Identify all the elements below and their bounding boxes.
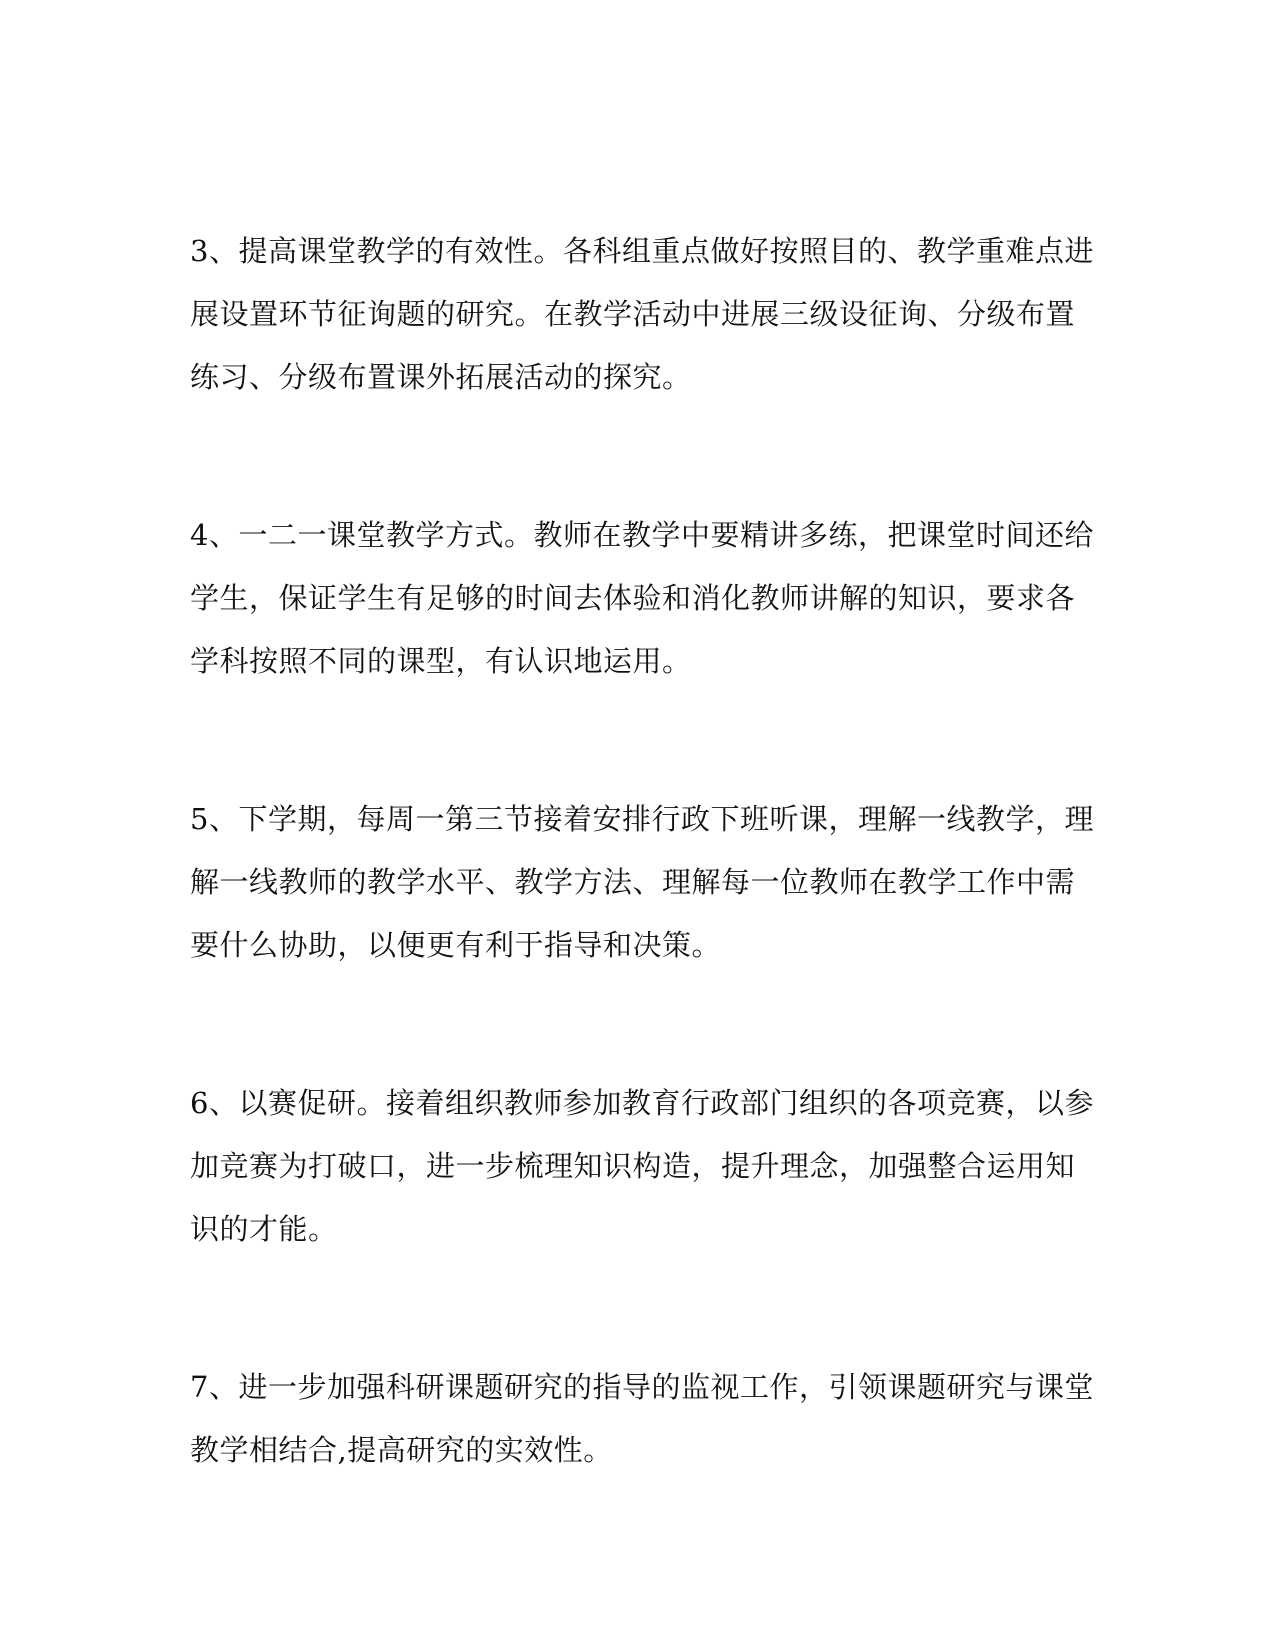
- paragraph-line: 学生，保证学生有足够的时间去体验和消化教师讲解的知识，要求各: [190, 581, 1076, 615]
- paragraph-line: 练习、分级布置课外拓展活动的探究。: [190, 360, 692, 394]
- paragraph-line: 7、进一步加强科研课题研究的指导的监视工作，引领课题研究与课堂: [190, 1370, 1094, 1404]
- paragraph-line: 6、以赛促研。接着组织教师参加教育行政部门组织的各项竞赛，以参: [190, 1086, 1094, 1120]
- paragraph-line: 要什么协助，以便更有利于指导和决策。: [190, 928, 722, 962]
- paragraph-line: 3、提高课堂教学的有效性。各科组重点做好按照目的、教学重难点进: [190, 234, 1094, 268]
- paragraph-line: 5、下学期，每周一第三节接着安排行政下班听课，理解一线教学，理: [190, 802, 1094, 836]
- paragraph-item-6: [190, 1072, 1094, 1261]
- paragraph-item-5: [190, 788, 1094, 977]
- paragraph-line: 识的才能。: [190, 1212, 338, 1246]
- paragraph-line: 展设置环节征询题的研究。在教学活动中进展三级设征询、分级布置: [190, 297, 1076, 331]
- paragraph-item-4: [190, 504, 1094, 693]
- paragraph-line: 4、一二一课堂教学方式。教师在教学中要精讲多练，把课堂时间还给: [190, 518, 1094, 552]
- paragraph-item-7: [190, 1356, 1094, 1482]
- document-body: [190, 220, 1094, 1577]
- paragraph-line: 学科按照不同的课型，有认识地运用。: [190, 644, 692, 678]
- paragraph-line: 教学相结合,提高研究的实效性。: [190, 1433, 613, 1467]
- paragraph-line: 加竞赛为打破口，进一步梳理知识构造，提升理念，加强整合运用知: [190, 1149, 1076, 1183]
- paragraph-line: 解一线教师的教学水平、教学方法、理解每一位教师在教学工作中需: [190, 865, 1076, 899]
- paragraph-item-3: [190, 220, 1094, 409]
